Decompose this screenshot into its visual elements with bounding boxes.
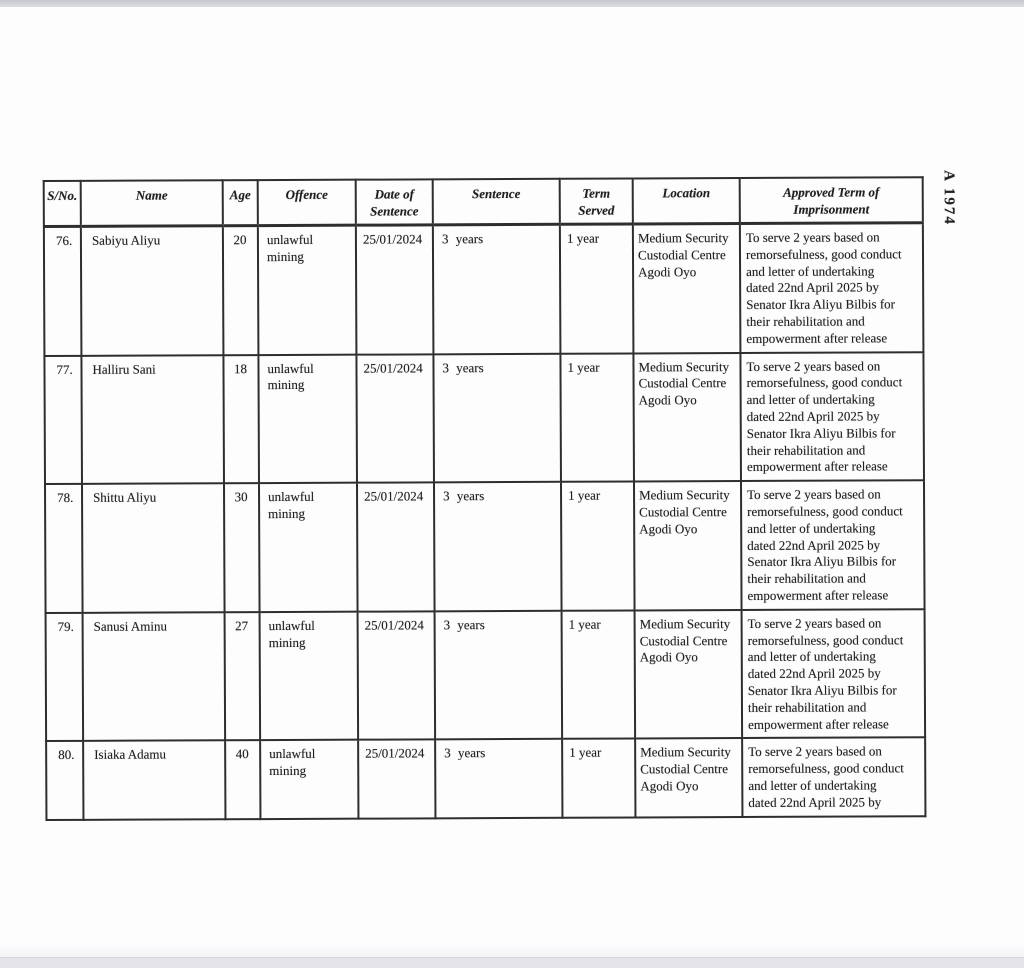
cell-location: Medium Security Custodial Centre Agodi Oyo <box>635 738 742 817</box>
cell-location: Medium Security Custodial Centre Agodi Oyo <box>633 353 741 482</box>
cell-name: Halliru Sani <box>81 355 224 484</box>
cell-term: 1 year <box>560 353 634 482</box>
column-header-age: Age <box>223 180 258 226</box>
cell-date: 25/01/2024 <box>358 611 436 740</box>
table-header-row <box>44 177 923 226</box>
cell-date: 25/01/2024 <box>356 354 434 483</box>
table-row <box>46 609 926 741</box>
cell-offence: unlawful mining <box>258 225 357 355</box>
cell-sentence: 3 years <box>435 611 563 740</box>
cell-term: 1 year <box>562 610 636 739</box>
cell-sentence: 3 years <box>433 224 561 354</box>
records-table <box>43 176 927 820</box>
cell-date: 25/01/2024 <box>358 740 435 819</box>
cell-age: 18 <box>223 355 259 484</box>
cell-offence: unlawful mining <box>258 354 357 483</box>
cell-term: 1 year <box>562 739 635 818</box>
cell-sno: 77. <box>44 355 82 484</box>
table-row <box>45 480 925 612</box>
cell-age: 20 <box>223 226 259 355</box>
cell-age: 27 <box>225 612 261 741</box>
table-row <box>44 352 924 484</box>
cell-approved: To serve 2 years based on remorsefulness, good conduct and letter of undertaking dated 22nd April 2025 by Senator Ikra Aliyu Bilbis for their rehabilitation and empowerment after release <box>740 223 924 353</box>
cell-location: Medium Security Custodial Centre Agodi Oyo <box>635 610 743 739</box>
column-header-offence: Offence <box>258 180 356 226</box>
cell-sentence: 3 years <box>434 482 562 611</box>
cell-sno: 78. <box>45 484 83 613</box>
cell-sentence: 3 years <box>435 739 562 818</box>
table-row <box>44 223 924 356</box>
table-row <box>46 738 925 820</box>
column-header-name: Name <box>81 180 223 226</box>
cell-sno: 79. <box>46 613 84 742</box>
column-header-location: Location <box>633 178 740 224</box>
column-header-sentence: Sentence <box>433 179 560 225</box>
cell-date: 25/01/2024 <box>357 482 435 611</box>
gazette-page-marker: A 1974 <box>940 170 957 226</box>
cell-location: Medium Security Custodial Centre Agodi Oyo <box>633 224 741 354</box>
cell-offence: unlawful mining <box>260 740 358 819</box>
column-header-date: Date of Sentence <box>356 179 433 225</box>
cell-location: Medium Security Custodial Centre Agodi Oyo <box>634 481 742 610</box>
cell-sno: 80. <box>46 741 83 819</box>
photo-bottom-edge <box>0 957 1024 968</box>
column-header-sno: S/No. <box>44 181 81 227</box>
cell-age: 40 <box>225 740 260 818</box>
cell-name: Sabiyu Aliyu <box>81 226 224 356</box>
column-header-term: Term Served <box>560 178 633 224</box>
cell-approved: To serve 2 years based on remorsefulness, good conduct and letter of undertaking dated 22nd April 2025 by Senator Ikra Aliyu Bilbis for their rehabilitation and empowerment after release <box>740 352 924 481</box>
cell-sno: 76. <box>44 226 82 355</box>
cell-term: 1 year <box>560 224 634 353</box>
cell-offence: unlawful mining <box>259 483 358 612</box>
cell-date: 25/01/2024 <box>356 225 434 354</box>
cell-sentence: 3 years <box>433 353 561 482</box>
cell-age: 30 <box>224 483 260 612</box>
cell-name: Isiaka Adamu <box>83 741 225 820</box>
cell-term: 1 year <box>561 482 635 611</box>
cell-approved: To serve 2 years based on remorsefulness, good conduct and letter of undertaking dated 22nd April 2025 by <box>742 738 925 817</box>
cell-approved: To serve 2 years based on remorsefulness, good conduct and letter of undertaking dated 22nd April 2025 by Senator Ikra Aliyu Bilbis for their rehabilitation and empowerment after release <box>742 609 926 738</box>
photo-bottom-fade <box>0 944 1024 958</box>
cell-name: Shittu Aliyu <box>82 483 225 612</box>
cell-name: Sanusi Aminu <box>83 612 226 741</box>
column-header-approved: Approved Term of Imprisonment <box>740 177 923 223</box>
cell-offence: unlawful mining <box>260 611 359 740</box>
cell-approved: To serve 2 years based on remorsefulness, good conduct and letter of undertaking dated 22nd April 2025 by Senator Ikra Aliyu Bilbis for their rehabilitation and empowerment after release <box>741 480 925 609</box>
